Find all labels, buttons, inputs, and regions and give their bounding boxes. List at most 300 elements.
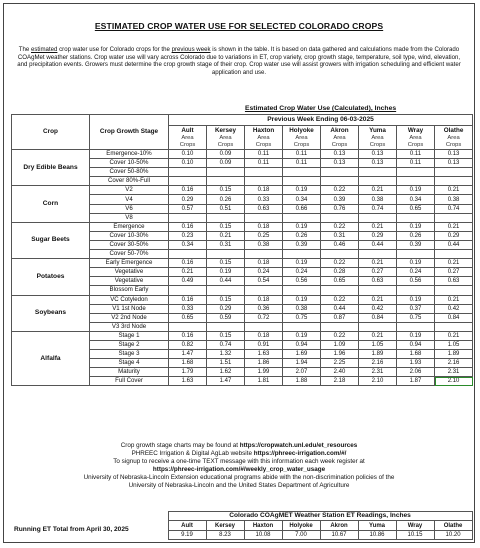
water-use-value: 0.16: [169, 186, 207, 195]
crops-word: Crops: [217, 142, 234, 148]
area-word: Area: [219, 135, 232, 141]
water-use-value: 0.21: [435, 295, 473, 304]
water-use-value: 0.16: [169, 331, 207, 340]
water-use-value: 0.15: [207, 331, 245, 340]
water-use-value: 0.63: [435, 277, 473, 286]
page-title: ESTIMATED CROP WATER USE FOR SELECTED COLORADO CROPS: [94, 21, 384, 31]
water-use-value: 0.66: [283, 204, 321, 213]
water-use-value: [435, 322, 473, 331]
water-use-value: 0.11: [283, 150, 321, 159]
water-use-value: 0.22: [321, 186, 359, 195]
water-use-value: 0.22: [321, 222, 359, 231]
water-use-value: 0.26: [207, 195, 245, 204]
phreec-link[interactable]: https://phreec-irrigation.com/#/: [253, 449, 347, 457]
water-use-value: 0.28: [321, 268, 359, 277]
location-header: [321, 126, 359, 150]
water-use-value: 0.19: [397, 186, 435, 195]
crop-name: Potatoes: [12, 259, 90, 295]
water-use-value: 0.21: [435, 331, 473, 340]
water-use-value: 0.31: [207, 240, 245, 249]
column-header-stage: Crop Growth Stage: [90, 115, 169, 150]
water-use-value: [283, 168, 321, 177]
crop-water-use-table: [11, 104, 473, 386]
crops-word: Crops: [331, 142, 348, 148]
water-use-value: 0.51: [207, 204, 245, 213]
water-use-value: 0.18: [245, 222, 283, 231]
location-header: [245, 126, 283, 150]
water-use-value: 0.63: [359, 277, 397, 286]
water-use-value: 0.21: [435, 259, 473, 268]
water-use-value: 1.69: [283, 350, 321, 359]
water-use-value: [435, 213, 473, 222]
water-use-value: 0.26: [397, 231, 435, 240]
growth-stage: Blossom Early: [90, 286, 169, 295]
water-use-value: 0.21: [169, 268, 207, 277]
water-use-value: 0.21: [359, 331, 397, 340]
running-location: Ault: [168, 521, 206, 530]
cropwatch-link[interactable]: https://cropwatch.unl.edu/et_resources: [239, 442, 358, 449]
intro-previous-week: previous week: [171, 46, 211, 53]
water-use-value: 0.84: [435, 313, 473, 322]
water-use-value: 1.88: [283, 377, 321, 386]
running-et-value: 7.00: [282, 530, 320, 539]
water-use-value: 2.31: [435, 368, 473, 377]
area-word: Area: [257, 135, 270, 141]
water-use-value: 0.29: [435, 231, 473, 240]
water-use-value: [169, 168, 207, 177]
water-use-value: [245, 168, 283, 177]
water-use-value: 0.10: [169, 150, 207, 159]
footer-notes: [12, 442, 466, 489]
water-use-value: 0.29: [359, 231, 397, 240]
growth-stage: Cover 50-80%: [90, 168, 169, 177]
growth-stage: Cover 50-70%: [90, 250, 169, 259]
water-use-value: [321, 168, 359, 177]
water-use-value: 0.25: [245, 231, 283, 240]
water-use-value: 0.13: [321, 150, 359, 159]
water-use-value: 0.24: [397, 268, 435, 277]
footer-line-6: University of Nebraska-Lincoln and the United States Department of Agriculture: [128, 481, 350, 489]
location-name: Akron: [330, 127, 349, 134]
water-use-value: 0.11: [245, 150, 283, 159]
water-use-value: 2.16: [435, 359, 473, 368]
water-use-value: [435, 168, 473, 177]
water-use-value: [207, 286, 245, 295]
water-use-value: 0.59: [207, 313, 245, 322]
water-use-value: 1.05: [435, 340, 473, 349]
water-use-value: [359, 286, 397, 295]
growth-stage: V2 2nd Node: [90, 313, 169, 322]
water-use-value: [321, 177, 359, 186]
growth-stage: Cover 30-50%: [90, 240, 169, 249]
water-use-value: 0.16: [169, 222, 207, 231]
water-use-value: 0.18: [245, 331, 283, 340]
area-word: Area: [181, 135, 194, 141]
water-use-value: 1.96: [321, 350, 359, 359]
intro-estimated: estimated: [31, 46, 58, 53]
location-name: Kersey: [214, 127, 236, 134]
water-use-value: 0.44: [321, 304, 359, 313]
water-use-value: [283, 177, 321, 186]
water-use-value: 2.10: [435, 377, 473, 386]
water-use-value: 0.74: [359, 204, 397, 213]
footer-line-1-text: Crop growth stage charts may be found at: [120, 442, 240, 449]
crop-name: Soybeans: [12, 295, 90, 331]
location-header: [397, 126, 435, 150]
water-use-value: 0.63: [245, 204, 283, 213]
growth-stage: V8: [90, 213, 169, 222]
table-row: [12, 150, 473, 159]
growth-stage: Vegetative: [90, 268, 169, 277]
water-use-value: 0.21: [435, 222, 473, 231]
growth-stage: Early Emergence: [90, 259, 169, 268]
intro-paragraph: [12, 46, 466, 76]
water-use-value: 0.19: [397, 331, 435, 340]
running-et-value: 10.67: [320, 530, 358, 539]
water-use-value: 0.36: [245, 304, 283, 313]
water-use-value: 1.47: [207, 377, 245, 386]
water-use-value: 0.22: [321, 259, 359, 268]
water-use-value: 0.27: [359, 268, 397, 277]
water-use-value: [435, 177, 473, 186]
water-use-value: 2.25: [321, 359, 359, 368]
water-use-value: 0.10: [169, 159, 207, 168]
water-use-value: [359, 168, 397, 177]
growth-stage: Stage 2: [90, 340, 169, 349]
water-use-value: 0.91: [245, 340, 283, 349]
water-use-value: 2.16: [359, 359, 397, 368]
water-use-value: 0.31: [321, 231, 359, 240]
water-use-value: 1.93: [397, 359, 435, 368]
area-word: Area: [409, 135, 422, 141]
water-use-value: 2.07: [283, 368, 321, 377]
water-use-value: 0.46: [321, 240, 359, 249]
column-header-crop: Crop: [12, 115, 90, 150]
water-use-value: [359, 250, 397, 259]
running-location: Haxton: [244, 521, 282, 530]
water-use-value: 0.94: [283, 340, 321, 349]
growth-stage: Emergence: [90, 222, 169, 231]
water-use-value: 0.39: [397, 240, 435, 249]
footer-line-5: University of Nebraska-Lincoln Extension educational programs abide with the non-discrimination policies of the: [83, 473, 395, 481]
water-use-value: 0.19: [397, 222, 435, 231]
water-use-value: [207, 177, 245, 186]
water-use-value: 0.38: [245, 240, 283, 249]
water-use-value: 0.87: [321, 313, 359, 322]
water-use-value: 0.13: [435, 150, 473, 159]
water-use-value: 0.72: [245, 313, 283, 322]
water-use-value: 0.34: [283, 195, 321, 204]
growth-stage: VC Cotyledon: [90, 295, 169, 304]
water-use-value: 0.21: [359, 295, 397, 304]
water-use-value: 0.19: [397, 295, 435, 304]
water-use-value: 0.09: [207, 159, 245, 168]
running-location: Kersey: [206, 521, 244, 530]
water-use-value: 1.05: [359, 340, 397, 349]
crop-water-use-sheet: [3, 3, 475, 543]
table-header-title: Estimated Crop Water Use (Calculated), Inches: [169, 104, 473, 115]
water-use-value: [245, 322, 283, 331]
water-use-value: 0.19: [397, 259, 435, 268]
water-use-value: 0.13: [359, 150, 397, 159]
water-use-value: 0.34: [397, 195, 435, 204]
water-use-value: 0.15: [207, 295, 245, 304]
table-row: [12, 295, 473, 304]
table-body: [12, 150, 473, 386]
crops-word: Crops: [179, 142, 196, 148]
water-use-value: 1.81: [245, 377, 283, 386]
water-use-value: 2.31: [359, 368, 397, 377]
water-use-value: 0.19: [283, 331, 321, 340]
water-use-value: 0.75: [283, 313, 321, 322]
water-use-value: 0.13: [359, 159, 397, 168]
water-use-value: 0.15: [207, 259, 245, 268]
water-use-value: 0.11: [245, 159, 283, 168]
water-use-value: [359, 322, 397, 331]
crops-word: Crops: [293, 142, 310, 148]
water-use-value: 0.49: [169, 277, 207, 286]
water-use-value: 0.38: [283, 304, 321, 313]
water-use-value: 0.24: [283, 268, 321, 277]
water-use-value: [397, 250, 435, 259]
water-use-value: [397, 322, 435, 331]
water-use-value: 0.33: [169, 304, 207, 313]
running-et-value: 10.15: [396, 530, 434, 539]
water-use-value: 1.79: [169, 368, 207, 377]
water-use-value: 0.21: [359, 259, 397, 268]
water-use-value: 1.63: [245, 350, 283, 359]
growth-stage: Stage 3: [90, 350, 169, 359]
water-use-value: 0.21: [359, 186, 397, 195]
water-use-value: 1.32: [207, 350, 245, 359]
water-use-value: 0.42: [435, 304, 473, 313]
water-use-value: [207, 168, 245, 177]
water-use-value: [169, 322, 207, 331]
water-use-value: [321, 250, 359, 259]
water-use-value: 1.63: [169, 377, 207, 386]
running-location: Holyoke: [282, 521, 320, 530]
water-use-value: 0.13: [321, 159, 359, 168]
water-use-value: [397, 177, 435, 186]
growth-stage: V2: [90, 186, 169, 195]
location-header: [435, 126, 473, 150]
water-use-value: 0.09: [207, 150, 245, 159]
water-use-value: 0.19: [283, 259, 321, 268]
water-use-value: [245, 286, 283, 295]
location-name: Yuma: [369, 127, 386, 134]
water-use-value: 0.21: [207, 231, 245, 240]
water-use-value: 0.24: [245, 268, 283, 277]
water-use-value: 0.44: [435, 240, 473, 249]
water-use-value: 0.22: [321, 295, 359, 304]
running-location: Wray: [396, 521, 434, 530]
water-use-value: 0.19: [283, 186, 321, 195]
water-use-value: [321, 213, 359, 222]
running-et-value: 10.20: [434, 530, 472, 539]
water-use-value: 0.56: [283, 277, 321, 286]
area-word: Area: [333, 135, 346, 141]
water-use-value: 0.82: [169, 340, 207, 349]
crops-word: Crops: [369, 142, 386, 148]
water-use-value: 0.42: [359, 304, 397, 313]
growth-stage: Vegetative: [90, 277, 169, 286]
water-use-value: 0.76: [321, 204, 359, 213]
water-use-value: [283, 322, 321, 331]
water-use-value: 0.27: [435, 268, 473, 277]
growth-stage: Cover 10-30%: [90, 231, 169, 240]
growth-stage: V3 3rd Node: [90, 322, 169, 331]
growth-stage: Full Cover: [90, 377, 169, 386]
area-word: Area: [295, 135, 308, 141]
water-use-value: 0.39: [321, 195, 359, 204]
running-et-value: 9.19: [168, 530, 206, 539]
water-use-value: 0.65: [397, 204, 435, 213]
water-use-value: 0.65: [169, 313, 207, 322]
water-use-value: 0.54: [245, 277, 283, 286]
location-name: Wray: [407, 127, 424, 134]
water-use-value: [169, 177, 207, 186]
running-location-row: [11, 521, 472, 530]
water-use-value: 0.23: [169, 231, 207, 240]
water-use-value: 0.18: [245, 295, 283, 304]
crop-name: Sugar Beets: [12, 222, 90, 258]
intro-text-1: The: [18, 46, 31, 53]
growth-stage: V6: [90, 204, 169, 213]
water-use-value: [397, 213, 435, 222]
water-use-value: 0.39: [283, 240, 321, 249]
water-use-value: 1.89: [359, 350, 397, 359]
water-use-value: 0.74: [435, 204, 473, 213]
growth-stage: Maturity: [90, 368, 169, 377]
water-use-value: 0.16: [169, 295, 207, 304]
area-word: Area: [371, 135, 384, 141]
water-use-value: 0.74: [207, 340, 245, 349]
water-use-value: 0.18: [245, 186, 283, 195]
water-use-value: 0.19: [283, 295, 321, 304]
growth-stage: Cover 10-50%: [90, 159, 169, 168]
water-use-value: 0.13: [435, 159, 473, 168]
water-use-value: 0.11: [397, 159, 435, 168]
growth-stage: V4: [90, 195, 169, 204]
water-use-value: [207, 322, 245, 331]
water-use-value: 0.29: [169, 195, 207, 204]
water-use-value: 0.15: [207, 222, 245, 231]
water-use-value: 0.11: [397, 150, 435, 159]
water-use-value: 0.38: [435, 195, 473, 204]
week-label: Previous Week Ending 06-03-2025: [169, 115, 473, 126]
running-et-label: Running ET Total from April 30, 2025: [14, 526, 129, 534]
signup-link[interactable]: https://phreec-irrigation.com/#/weekly_crop_water_usage: [152, 465, 326, 473]
water-use-value: 0.15: [207, 186, 245, 195]
water-use-value: 0.57: [169, 204, 207, 213]
water-use-value: 0.18: [245, 259, 283, 268]
footer-line-2-text: PHREEC Irrigation & Digital AgLab website: [131, 449, 254, 457]
water-use-value: 0.37: [397, 304, 435, 313]
water-use-value: 0.84: [359, 313, 397, 322]
water-use-value: 1.62: [207, 368, 245, 377]
water-use-value: 0.29: [207, 304, 245, 313]
water-use-value: 0.44: [359, 240, 397, 249]
growth-stage: Stage 1: [90, 331, 169, 340]
running-et-value: 10.86: [358, 530, 396, 539]
water-use-value: 0.16: [169, 259, 207, 268]
water-use-value: [245, 213, 283, 222]
water-use-value: 1.51: [207, 359, 245, 368]
water-use-value: 1.87: [397, 377, 435, 386]
running-et-value: 8.23: [206, 530, 244, 539]
water-use-value: 1.09: [321, 340, 359, 349]
water-use-value: 0.44: [207, 277, 245, 286]
location-header: [207, 126, 245, 150]
water-use-value: [245, 250, 283, 259]
table-row: [12, 186, 473, 195]
growth-stage: Stage 4: [90, 359, 169, 368]
location-header: [283, 126, 321, 150]
water-use-value: [207, 250, 245, 259]
location-name: Haxton: [252, 127, 275, 134]
table-row: [12, 331, 473, 340]
water-use-value: [435, 286, 473, 295]
running-et-value: 10.08: [244, 530, 282, 539]
running-location: Yuma: [358, 521, 396, 530]
water-use-value: [397, 168, 435, 177]
water-use-value: 0.38: [359, 195, 397, 204]
location-header: [169, 126, 207, 150]
crop-name: Alfalfa: [12, 331, 90, 386]
location-name: Olathe: [443, 127, 464, 134]
water-use-value: 1.99: [245, 368, 283, 377]
water-use-value: [321, 286, 359, 295]
station-et-title: Colorado COAgMET Weather Station ET Readings, Inches: [168, 512, 472, 521]
water-use-value: [359, 213, 397, 222]
water-use-value: 0.11: [283, 159, 321, 168]
water-use-value: 0.65: [321, 277, 359, 286]
water-use-value: 0.19: [207, 268, 245, 277]
location-name: Holyoke: [289, 127, 314, 134]
water-use-value: 2.40: [321, 368, 359, 377]
water-use-value: 2.18: [321, 377, 359, 386]
location-header: [359, 126, 397, 150]
footer-line-3: To signup to receive a one-time TEXT message with this information each week register at: [113, 457, 365, 465]
water-use-value: [283, 250, 321, 259]
water-use-value: 0.56: [397, 277, 435, 286]
water-use-value: [169, 250, 207, 259]
water-use-value: 0.21: [435, 186, 473, 195]
water-use-value: 1.86: [245, 359, 283, 368]
table-row: [12, 222, 473, 231]
crop-name: Corn: [12, 186, 90, 222]
water-use-value: 0.26: [283, 231, 321, 240]
water-use-value: 1.47: [169, 350, 207, 359]
water-use-value: 2.10: [359, 377, 397, 386]
water-use-value: [359, 177, 397, 186]
water-use-value: 0.21: [359, 222, 397, 231]
table-row: [12, 259, 473, 268]
water-use-value: [283, 286, 321, 295]
water-use-value: 2.06: [397, 368, 435, 377]
water-use-value: [321, 322, 359, 331]
water-use-value: 0.34: [169, 240, 207, 249]
water-use-value: [283, 213, 321, 222]
water-use-value: [245, 177, 283, 186]
water-use-value: [435, 250, 473, 259]
water-use-value: [169, 286, 207, 295]
water-use-value: 1.94: [283, 359, 321, 368]
running-location: Akron: [320, 521, 358, 530]
area-word: Area: [447, 135, 460, 141]
crops-word: Crops: [407, 142, 424, 148]
water-use-value: 1.89: [435, 350, 473, 359]
